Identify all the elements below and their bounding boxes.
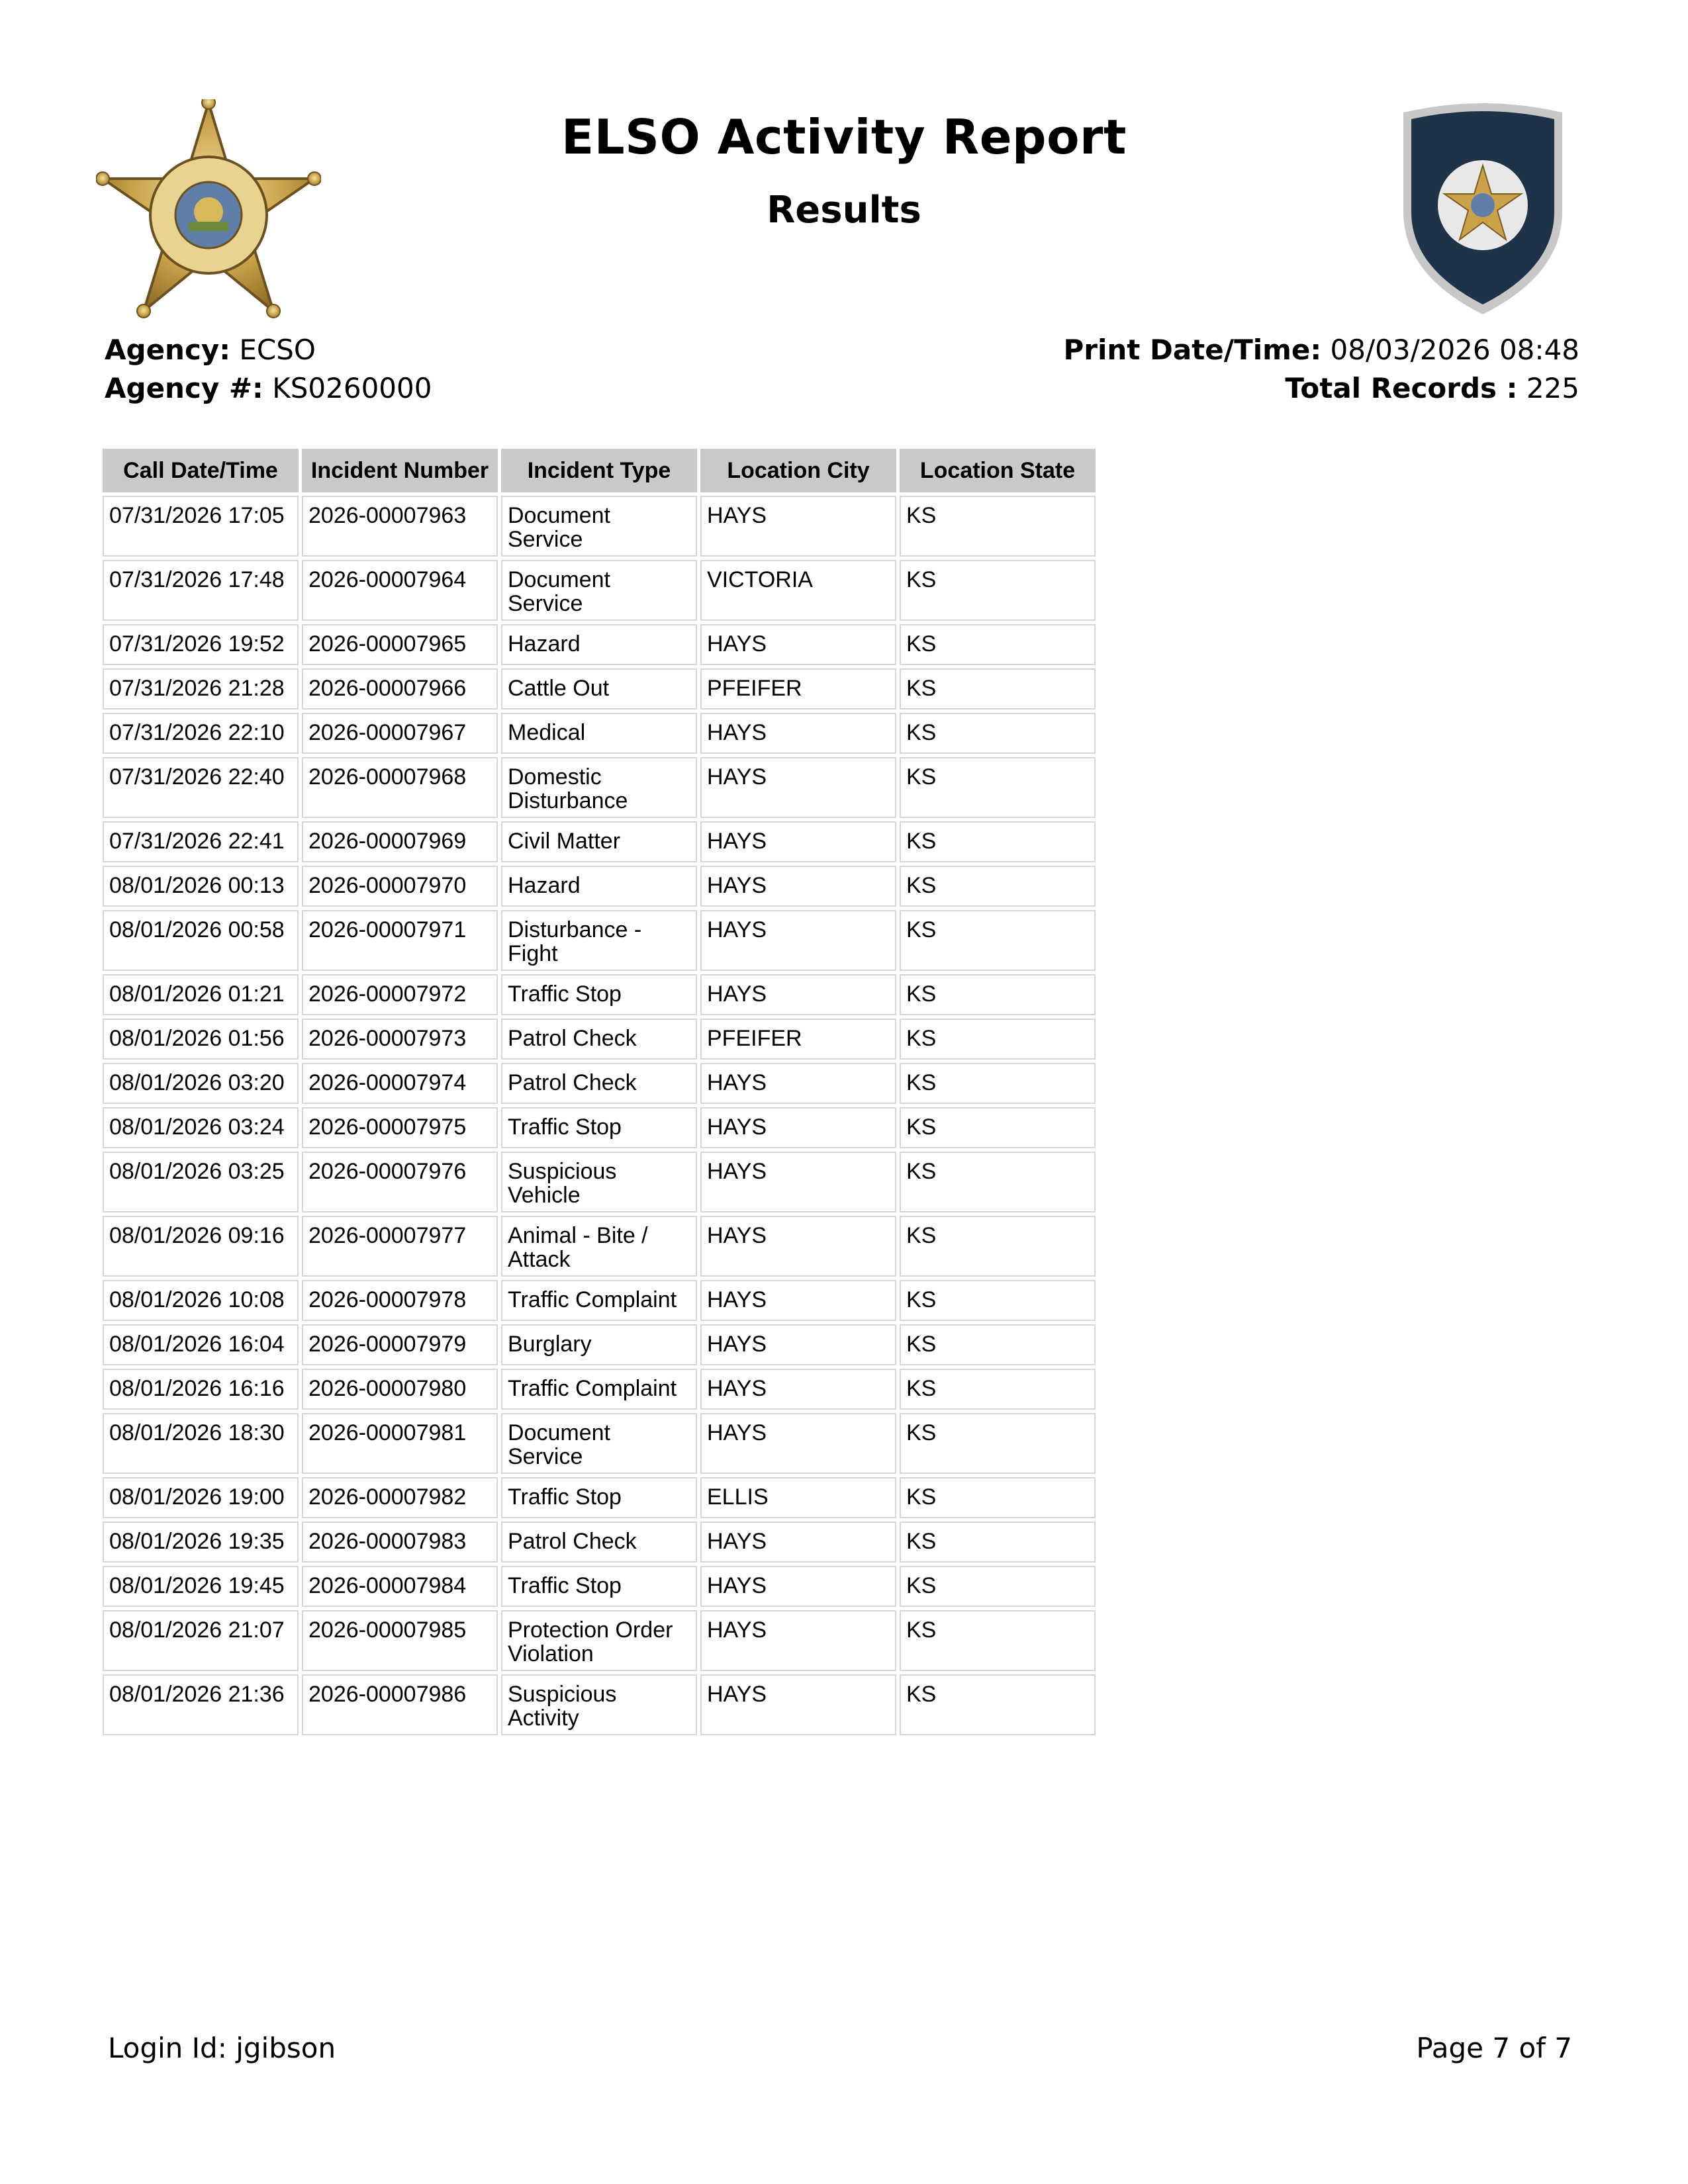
- table-cell: 08/01/2026 19:45: [103, 1566, 299, 1607]
- table-cell: 08/01/2026 03:20: [103, 1063, 299, 1104]
- table-cell: KS: [900, 1280, 1096, 1321]
- table-cell: KS: [900, 1107, 1096, 1148]
- table-cell: Suspicious Activity: [501, 1674, 697, 1735]
- table-body: [103, 496, 1096, 1735]
- print-datetime-label: Print Date/Time:: [1063, 334, 1322, 366]
- table-cell: KS: [900, 1369, 1096, 1410]
- activity-table: [99, 445, 1099, 1739]
- table-cell: Civil Matter: [501, 821, 697, 862]
- table-cell: Cattle Out: [501, 668, 697, 709]
- table-cell: 07/31/2026 17:48: [103, 560, 299, 621]
- table-cell: HAYS: [700, 910, 896, 971]
- table-row: [103, 1566, 1096, 1607]
- table-cell: 08/01/2026 01:56: [103, 1019, 299, 1060]
- table-cell: 07/31/2026 22:10: [103, 713, 299, 754]
- table-cell: Document Service: [501, 560, 697, 621]
- agency-label: Agency:: [105, 334, 231, 366]
- print-datetime-value: 08/03/2026 08:48: [1330, 334, 1579, 366]
- column-header: Location City: [700, 449, 896, 492]
- table-cell: HAYS: [700, 1280, 896, 1321]
- table-cell: Traffic Complaint: [501, 1369, 697, 1410]
- table-cell: HAYS: [700, 1152, 896, 1212]
- table-cell: KS: [900, 866, 1096, 907]
- table-cell: 2026-00007973: [302, 1019, 498, 1060]
- table-cell: HAYS: [700, 866, 896, 907]
- table-cell: Patrol Check: [501, 1522, 697, 1563]
- table-cell: Hazard: [501, 866, 697, 907]
- table-cell: VICTORIA: [700, 560, 896, 621]
- table-cell: KS: [900, 1477, 1096, 1518]
- table-cell: HAYS: [700, 1107, 896, 1148]
- table-row: [103, 560, 1096, 621]
- table-cell: KS: [900, 757, 1096, 818]
- table-row: [103, 1610, 1096, 1671]
- table-row: [103, 1216, 1096, 1277]
- table-cell: KS: [900, 1216, 1096, 1277]
- table-cell: ELLIS: [700, 1477, 896, 1518]
- table-cell: HAYS: [700, 821, 896, 862]
- table-cell: Patrol Check: [501, 1063, 697, 1104]
- table-cell: Document Service: [501, 1413, 697, 1474]
- table-cell: 2026-00007980: [302, 1369, 498, 1410]
- table-cell: KS: [900, 1566, 1096, 1607]
- table-cell: 2026-00007969: [302, 821, 498, 862]
- agency-number-value: KS0260000: [272, 372, 432, 404]
- table-cell: Traffic Stop: [501, 974, 697, 1015]
- table-cell: KS: [900, 713, 1096, 754]
- table-cell: 08/01/2026 03:25: [103, 1152, 299, 1212]
- table-cell: KS: [900, 624, 1096, 665]
- table-row: [103, 1152, 1096, 1212]
- table-cell: KS: [900, 1413, 1096, 1474]
- table-cell: HAYS: [700, 1216, 896, 1277]
- table-cell: KS: [900, 1063, 1096, 1104]
- table-cell: Animal - Bite / Attack: [501, 1216, 697, 1277]
- table-cell: Medical: [501, 713, 697, 754]
- table-cell: 2026-00007985: [302, 1610, 498, 1671]
- table-cell: 2026-00007967: [302, 713, 498, 754]
- table-cell: 2026-00007984: [302, 1566, 498, 1607]
- table-cell: Domestic Disturbance: [501, 757, 697, 818]
- table-cell: 2026-00007977: [302, 1216, 498, 1277]
- print-datetime-line: [1063, 331, 1579, 369]
- table-cell: HAYS: [700, 1369, 896, 1410]
- table-row: [103, 821, 1096, 862]
- table-cell: Disturbance - Fight: [501, 910, 697, 971]
- table-row: [103, 668, 1096, 709]
- table-cell: Patrol Check: [501, 1019, 697, 1060]
- table-cell: KS: [900, 1019, 1096, 1060]
- table-cell: 08/01/2026 10:08: [103, 1280, 299, 1321]
- print-info: [1063, 331, 1579, 408]
- table-cell: HAYS: [700, 713, 896, 754]
- agency-info: [105, 331, 432, 408]
- table-row: [103, 496, 1096, 557]
- table-cell: 07/31/2026 19:52: [103, 624, 299, 665]
- table-cell: 07/31/2026 17:05: [103, 496, 299, 557]
- table-cell: 2026-00007978: [302, 1280, 498, 1321]
- table-cell: KS: [900, 1610, 1096, 1671]
- table-cell: Traffic Stop: [501, 1566, 697, 1607]
- table-row: [103, 1107, 1096, 1148]
- table-cell: 2026-00007968: [302, 757, 498, 818]
- table-cell: 2026-00007963: [302, 496, 498, 557]
- table-row: [103, 1019, 1096, 1060]
- table-cell: 2026-00007972: [302, 974, 498, 1015]
- table-cell: KS: [900, 560, 1096, 621]
- table-cell: 2026-00007964: [302, 560, 498, 621]
- login-id: Login Id: jgibson: [108, 2032, 336, 2064]
- column-header: Incident Number: [302, 449, 498, 492]
- table-cell: 2026-00007979: [302, 1324, 498, 1365]
- table-cell: HAYS: [700, 1566, 896, 1607]
- table-row: [103, 1369, 1096, 1410]
- table-cell: Traffic Complaint: [501, 1280, 697, 1321]
- column-header: Call Date/Time: [103, 449, 299, 492]
- table-cell: HAYS: [700, 1522, 896, 1563]
- table-cell: HAYS: [700, 496, 896, 557]
- agency-value: ECSO: [239, 334, 316, 366]
- table-cell: KS: [900, 821, 1096, 862]
- table-cell: Traffic Stop: [501, 1477, 697, 1518]
- table-cell: Suspicious Vehicle: [501, 1152, 697, 1212]
- table-cell: KS: [900, 496, 1096, 557]
- table-cell: 2026-00007970: [302, 866, 498, 907]
- table-cell: KS: [900, 1522, 1096, 1563]
- table-cell: 2026-00007976: [302, 1152, 498, 1212]
- table-cell: 2026-00007983: [302, 1522, 498, 1563]
- table-cell: Protection Order Violation: [501, 1610, 697, 1671]
- table-cell: 08/01/2026 00:13: [103, 866, 299, 907]
- table-cell: 08/01/2026 16:16: [103, 1369, 299, 1410]
- column-header: Location State: [900, 449, 1096, 492]
- table-cell: HAYS: [700, 757, 896, 818]
- table-row: [103, 1063, 1096, 1104]
- table-header-row: [103, 449, 1096, 492]
- table-cell: PFEIFER: [700, 1019, 896, 1060]
- table-cell: KS: [900, 668, 1096, 709]
- report-title: ELSO Activity Report: [561, 109, 1127, 165]
- table-cell: HAYS: [700, 624, 896, 665]
- table-cell: HAYS: [700, 1063, 896, 1104]
- agency-number-line: [105, 369, 432, 408]
- table-cell: Hazard: [501, 624, 697, 665]
- table-row: [103, 624, 1096, 665]
- report-subtitle: Results: [767, 189, 921, 232]
- table-row: [103, 1413, 1096, 1474]
- table-cell: PFEIFER: [700, 668, 896, 709]
- table-cell: HAYS: [700, 974, 896, 1015]
- table-row: [103, 910, 1096, 971]
- table-cell: 2026-00007974: [302, 1063, 498, 1104]
- table-cell: 2026-00007971: [302, 910, 498, 971]
- total-records-label: Total Records :: [1285, 372, 1518, 404]
- column-header: Incident Type: [501, 449, 697, 492]
- total-records-line: [1063, 369, 1579, 408]
- agency-line: [105, 331, 432, 369]
- table-cell: 08/01/2026 18:30: [103, 1413, 299, 1474]
- total-records-value: 225: [1526, 372, 1579, 404]
- table-cell: 08/01/2026 03:24: [103, 1107, 299, 1148]
- table-cell: HAYS: [700, 1413, 896, 1474]
- table-cell: 2026-00007982: [302, 1477, 498, 1518]
- table-cell: 2026-00007966: [302, 668, 498, 709]
- table-cell: Document Service: [501, 496, 697, 557]
- table-cell: 07/31/2026 22:41: [103, 821, 299, 862]
- table-row: [103, 974, 1096, 1015]
- table-row: [103, 866, 1096, 907]
- table-cell: 08/01/2026 19:00: [103, 1477, 299, 1518]
- table-cell: 2026-00007975: [302, 1107, 498, 1148]
- table-cell: KS: [900, 1152, 1096, 1212]
- table-cell: KS: [900, 1324, 1096, 1365]
- table-row: [103, 1280, 1096, 1321]
- table-cell: HAYS: [700, 1324, 896, 1365]
- table-row: [103, 713, 1096, 754]
- page-number: Page 7 of 7: [1416, 2032, 1572, 2064]
- table-cell: HAYS: [700, 1674, 896, 1735]
- table-cell: 08/01/2026 16:04: [103, 1324, 299, 1365]
- table-cell: 08/01/2026 21:07: [103, 1610, 299, 1671]
- table-row: [103, 1522, 1096, 1563]
- table-row: [103, 1674, 1096, 1735]
- table-cell: KS: [900, 1674, 1096, 1735]
- table-row: [103, 1477, 1096, 1518]
- table-cell: 08/01/2026 01:21: [103, 974, 299, 1015]
- table-row: [103, 757, 1096, 818]
- table-cell: 07/31/2026 21:28: [103, 668, 299, 709]
- table-cell: HAYS: [700, 1610, 896, 1671]
- agency-number-label: Agency #:: [105, 372, 263, 404]
- table-cell: KS: [900, 910, 1096, 971]
- table-cell: 07/31/2026 22:40: [103, 757, 299, 818]
- table-row: [103, 1324, 1096, 1365]
- table-cell: 08/01/2026 19:35: [103, 1522, 299, 1563]
- table-cell: 08/01/2026 21:36: [103, 1674, 299, 1735]
- table-cell: Traffic Stop: [501, 1107, 697, 1148]
- table-cell: 2026-00007986: [302, 1674, 498, 1735]
- table-cell: 08/01/2026 09:16: [103, 1216, 299, 1277]
- table-cell: 2026-00007965: [302, 624, 498, 665]
- table-cell: Burglary: [501, 1324, 697, 1365]
- table-cell: 08/01/2026 00:58: [103, 910, 299, 971]
- table-cell: KS: [900, 974, 1096, 1015]
- table-cell: 2026-00007981: [302, 1413, 498, 1474]
